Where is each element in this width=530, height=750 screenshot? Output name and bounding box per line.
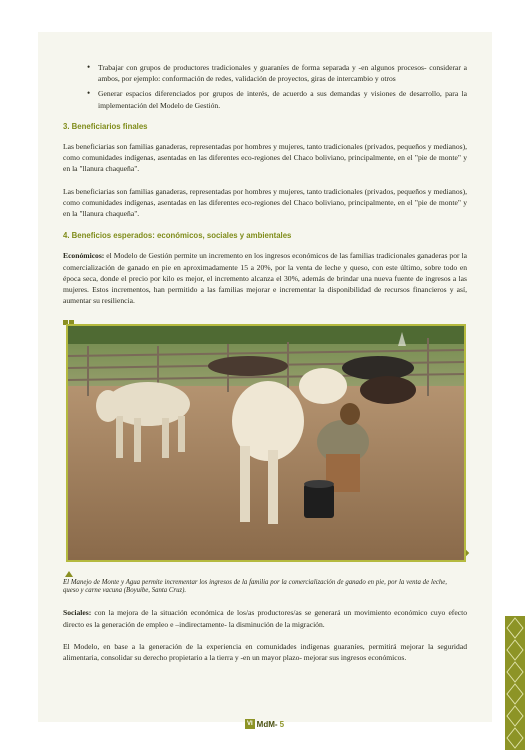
- footer-badge: VI: [247, 721, 253, 727]
- section-heading-beneficios: 4. Beneficios esperados: económicos, sociales y ambientales: [63, 231, 292, 241]
- bullet-item: • Generar espacios diferenciados por grupos de interés, de acuerdo a sus demandas y visiones de desarrollo, para la implementación del Modelo de Gestión.: [63, 88, 467, 110]
- milking-cows-photo: [66, 324, 466, 562]
- lead-economicos: Económicos:: [63, 251, 105, 261]
- bullet-list: [63, 62, 467, 111]
- lead-sociales: Sociales:: [63, 608, 92, 618]
- photo-container: [63, 324, 467, 564]
- corral-illustration: [68, 326, 464, 560]
- paragraph-sociales: [63, 607, 467, 629]
- text-sociales: con la mejora de la situación económica de los/as productores/as se generará un movimiento económico cuyo efecto directo es la generación de empleo e –indirectamente- la disminución de la migración.: [63, 608, 467, 629]
- paragraph-closing: El Modelo, en base a la generación de la experiencia en comunidades indígenas guaraníes, permitirá mejorar la seguridad alimentaria, consolidar su derecho propietario a la tierra y -en un mayor plazo- mejorar sus ingresos económicos.: [63, 641, 467, 663]
- diamond-pattern-icon: [505, 616, 525, 750]
- paragraph: Las beneficiarias son familias ganaderas, representadas por hombres y mujeres, tanto tradicionales (privados, pequeños y medianos), como comunidades indígenas, asentadas en las diferentes eco-regiones del Chaco boliviano, principalmente, en el "pie de monte" y en la "llanura chaqueña".: [63, 186, 467, 219]
- page-number: 5: [279, 719, 285, 729]
- paragraph-economicos: [63, 250, 467, 306]
- photo-caption: El Manejo de Monte y Agua permite incrementar los ingresos de la familia por la comercialización de ganado en pie, por la venta de leche, queso y carne vacuna (Boyuibe, Santa Cruz).: [63, 579, 447, 595]
- bullet-item: • Trabajar con grupos de productores tradicionales y guaraníes de forma separada y -en algunos procesos- considerar a ambos, por ejemplo: conformación de redes, validación de proyectos, giras de intercambio y otros: [63, 62, 467, 84]
- document-body: [63, 62, 467, 674]
- section-heading-beneficiarios: 3. Beneficiarios finales: [63, 121, 148, 131]
- paragraph: Las beneficiarias son familias ganaderas, representadas por hombres y mujeres, tanto tradicionales (privados, pequeños y medianos), como comunidades indígenas, asentadas en las diferentes eco-regiones del Chaco boliviano, principalmente, en el "pie de monte" y en la "llanura chaqueña".: [63, 142, 467, 174]
- text-economicos: el Modelo de Gestión permite un incremento en los ingresos económicos de las familias tradicionales ganaderas por la comercialización de ganado en pie en aproximadamente 15 a 20%, por la venta de leche y queso, con este último, sobre todo en época seca, donde el precio por kilo es mejor, el incremento alcanza el 30%, además de brindar una nueva fuente de ingresos a las mujeres. Estos incrementos, han permitido a las familias mejorar e incrementar la disponibilidad de recursos financieros y así, aumentar su resiliencia.: [63, 251, 467, 306]
- caption-marker-icon: [65, 571, 73, 577]
- footer-label: MdM-: [256, 719, 278, 729]
- page-footer: [245, 719, 284, 729]
- decorative-side-band: [505, 616, 525, 750]
